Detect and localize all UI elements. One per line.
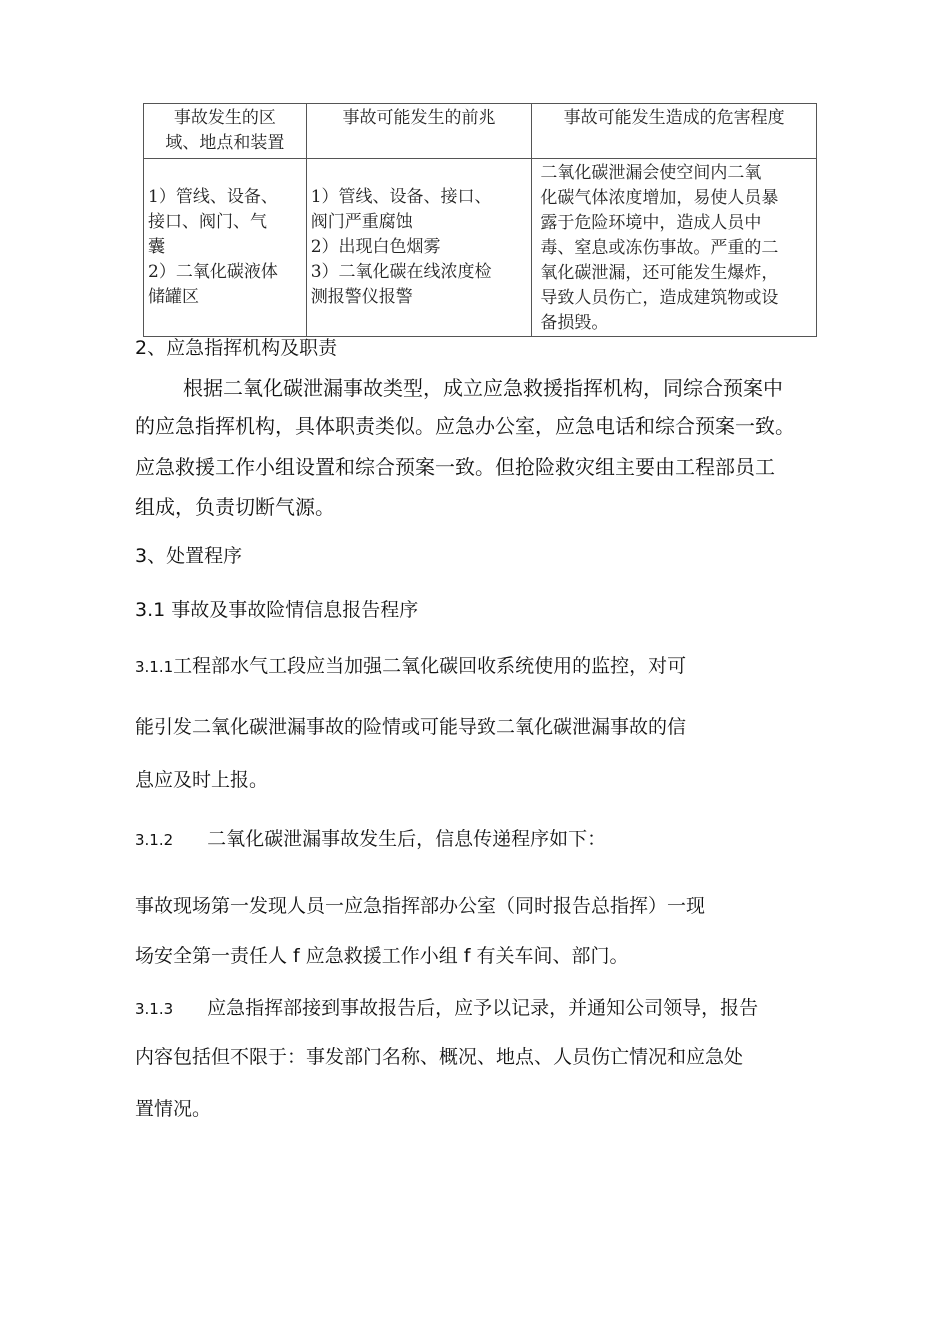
paragraph-line: 应急救援工作小组设置和综合预案一致。但抢险救灾组主要由工程部员工 (135, 455, 775, 479)
cell-line: 露于危险环境中，造成人员中 (540, 213, 762, 233)
header-area-line: 域、地点和装置 (165, 133, 285, 153)
cell-line: 测报警仪报警 (310, 287, 413, 307)
paragraph-line: 的应急指挥机构，具体职责类似。应急办公室，应急电话和综合预案一致。 (135, 414, 795, 438)
cell-line: 氧化碳泄漏，还可能发生爆炸， (540, 263, 779, 283)
flow-line: 场安全第一责任人 f 应急救援工作小组 f 有关车间、部门。 (135, 945, 629, 967)
header-area-line: 事故发生的区 (173, 108, 276, 128)
flow-line: 事故现场第一发现人员一应急指挥部办公室（同时报告总指挥）一现 (135, 895, 706, 917)
header-harm (532, 104, 817, 159)
cell-line: 1）管线、设备、接口、 (310, 187, 492, 207)
paragraph-line: 息应及时上报。 (135, 769, 269, 791)
section-3-1-heading: 3.1 事故及事故险情信息报告程序 (135, 599, 419, 621)
section-3-heading: 3、处置程序 (135, 545, 243, 567)
cell-line: 化碳气体浓度增加，易使人员暴 (540, 188, 779, 208)
paragraph-text: 工程部水气工段应当加强二氧化碳回收系统使用的监控，对可 (173, 655, 687, 677)
paragraph-line: 内容包括但不限于：事发部门名称、概况、地点、人员伤亡情况和应急处 (135, 1046, 744, 1068)
hazard-table (143, 103, 817, 337)
paragraph-text: 二氧化碳泄漏事故发生后，信息传递程序如下： (207, 828, 607, 850)
cell-harm (532, 159, 817, 337)
cell-line: 阀门严重腐蚀 (310, 212, 413, 232)
header-precursor-line: 事故可能发生的前兆 (342, 108, 496, 128)
cell-line: 接口、阀门、气 (148, 212, 267, 232)
table-header-row (144, 104, 817, 159)
section-2-heading: 2、应急指挥机构及职责 (135, 337, 338, 359)
paragraph-line: 能引发二氧化碳泄漏事故的险情或可能导致二氧化碳泄漏事故的信 (135, 716, 687, 738)
paragraph-line: 组成，负责切断气源。 (135, 495, 335, 519)
cell-line: 储罐区 (148, 287, 199, 307)
cell-line: 1）管线、设备、 (148, 187, 278, 207)
section-number: 3.1.1 (135, 658, 174, 676)
cell-area (144, 159, 307, 337)
cell-line: 3）二氧化碳在线浓度检 (310, 262, 492, 282)
table-row (144, 159, 817, 337)
section-3-1-1-line (135, 651, 686, 678)
cell-line: 囊 (148, 237, 165, 257)
paragraph-line: 根据二氧化碳泄漏事故类型，成立应急救援指挥机构，同综合预案中 (183, 376, 783, 400)
cell-line: 毒、窒息或冻伤事故。严重的二 (540, 238, 779, 258)
section-number: 3.1.2 (135, 831, 174, 849)
cell-line: 二氧化碳泄漏会使空间内二氧 (540, 163, 762, 183)
header-area (144, 104, 307, 159)
section-number: 3.1.3 (135, 1000, 174, 1018)
cell-line: 备损毁。 (540, 313, 609, 333)
header-precursor (306, 104, 532, 159)
section-3-1-3-line (135, 993, 758, 1020)
section-3-1-2-line (135, 824, 606, 851)
cell-line: 2）二氧化碳液体 (148, 262, 278, 282)
cell-precursor (306, 159, 532, 337)
paragraph-text: 应急指挥部接到事故报告后，应予以记录，并通知公司领导，报告 (207, 997, 759, 1019)
paragraph-line: 置情况。 (135, 1098, 212, 1120)
header-harm-line: 事故可能发生造成的危害程度 (563, 108, 785, 128)
cell-line: 导致人员伤亡，造成建筑物或设 (540, 288, 779, 308)
cell-line: 2）出现白色烟雾 (310, 237, 441, 257)
